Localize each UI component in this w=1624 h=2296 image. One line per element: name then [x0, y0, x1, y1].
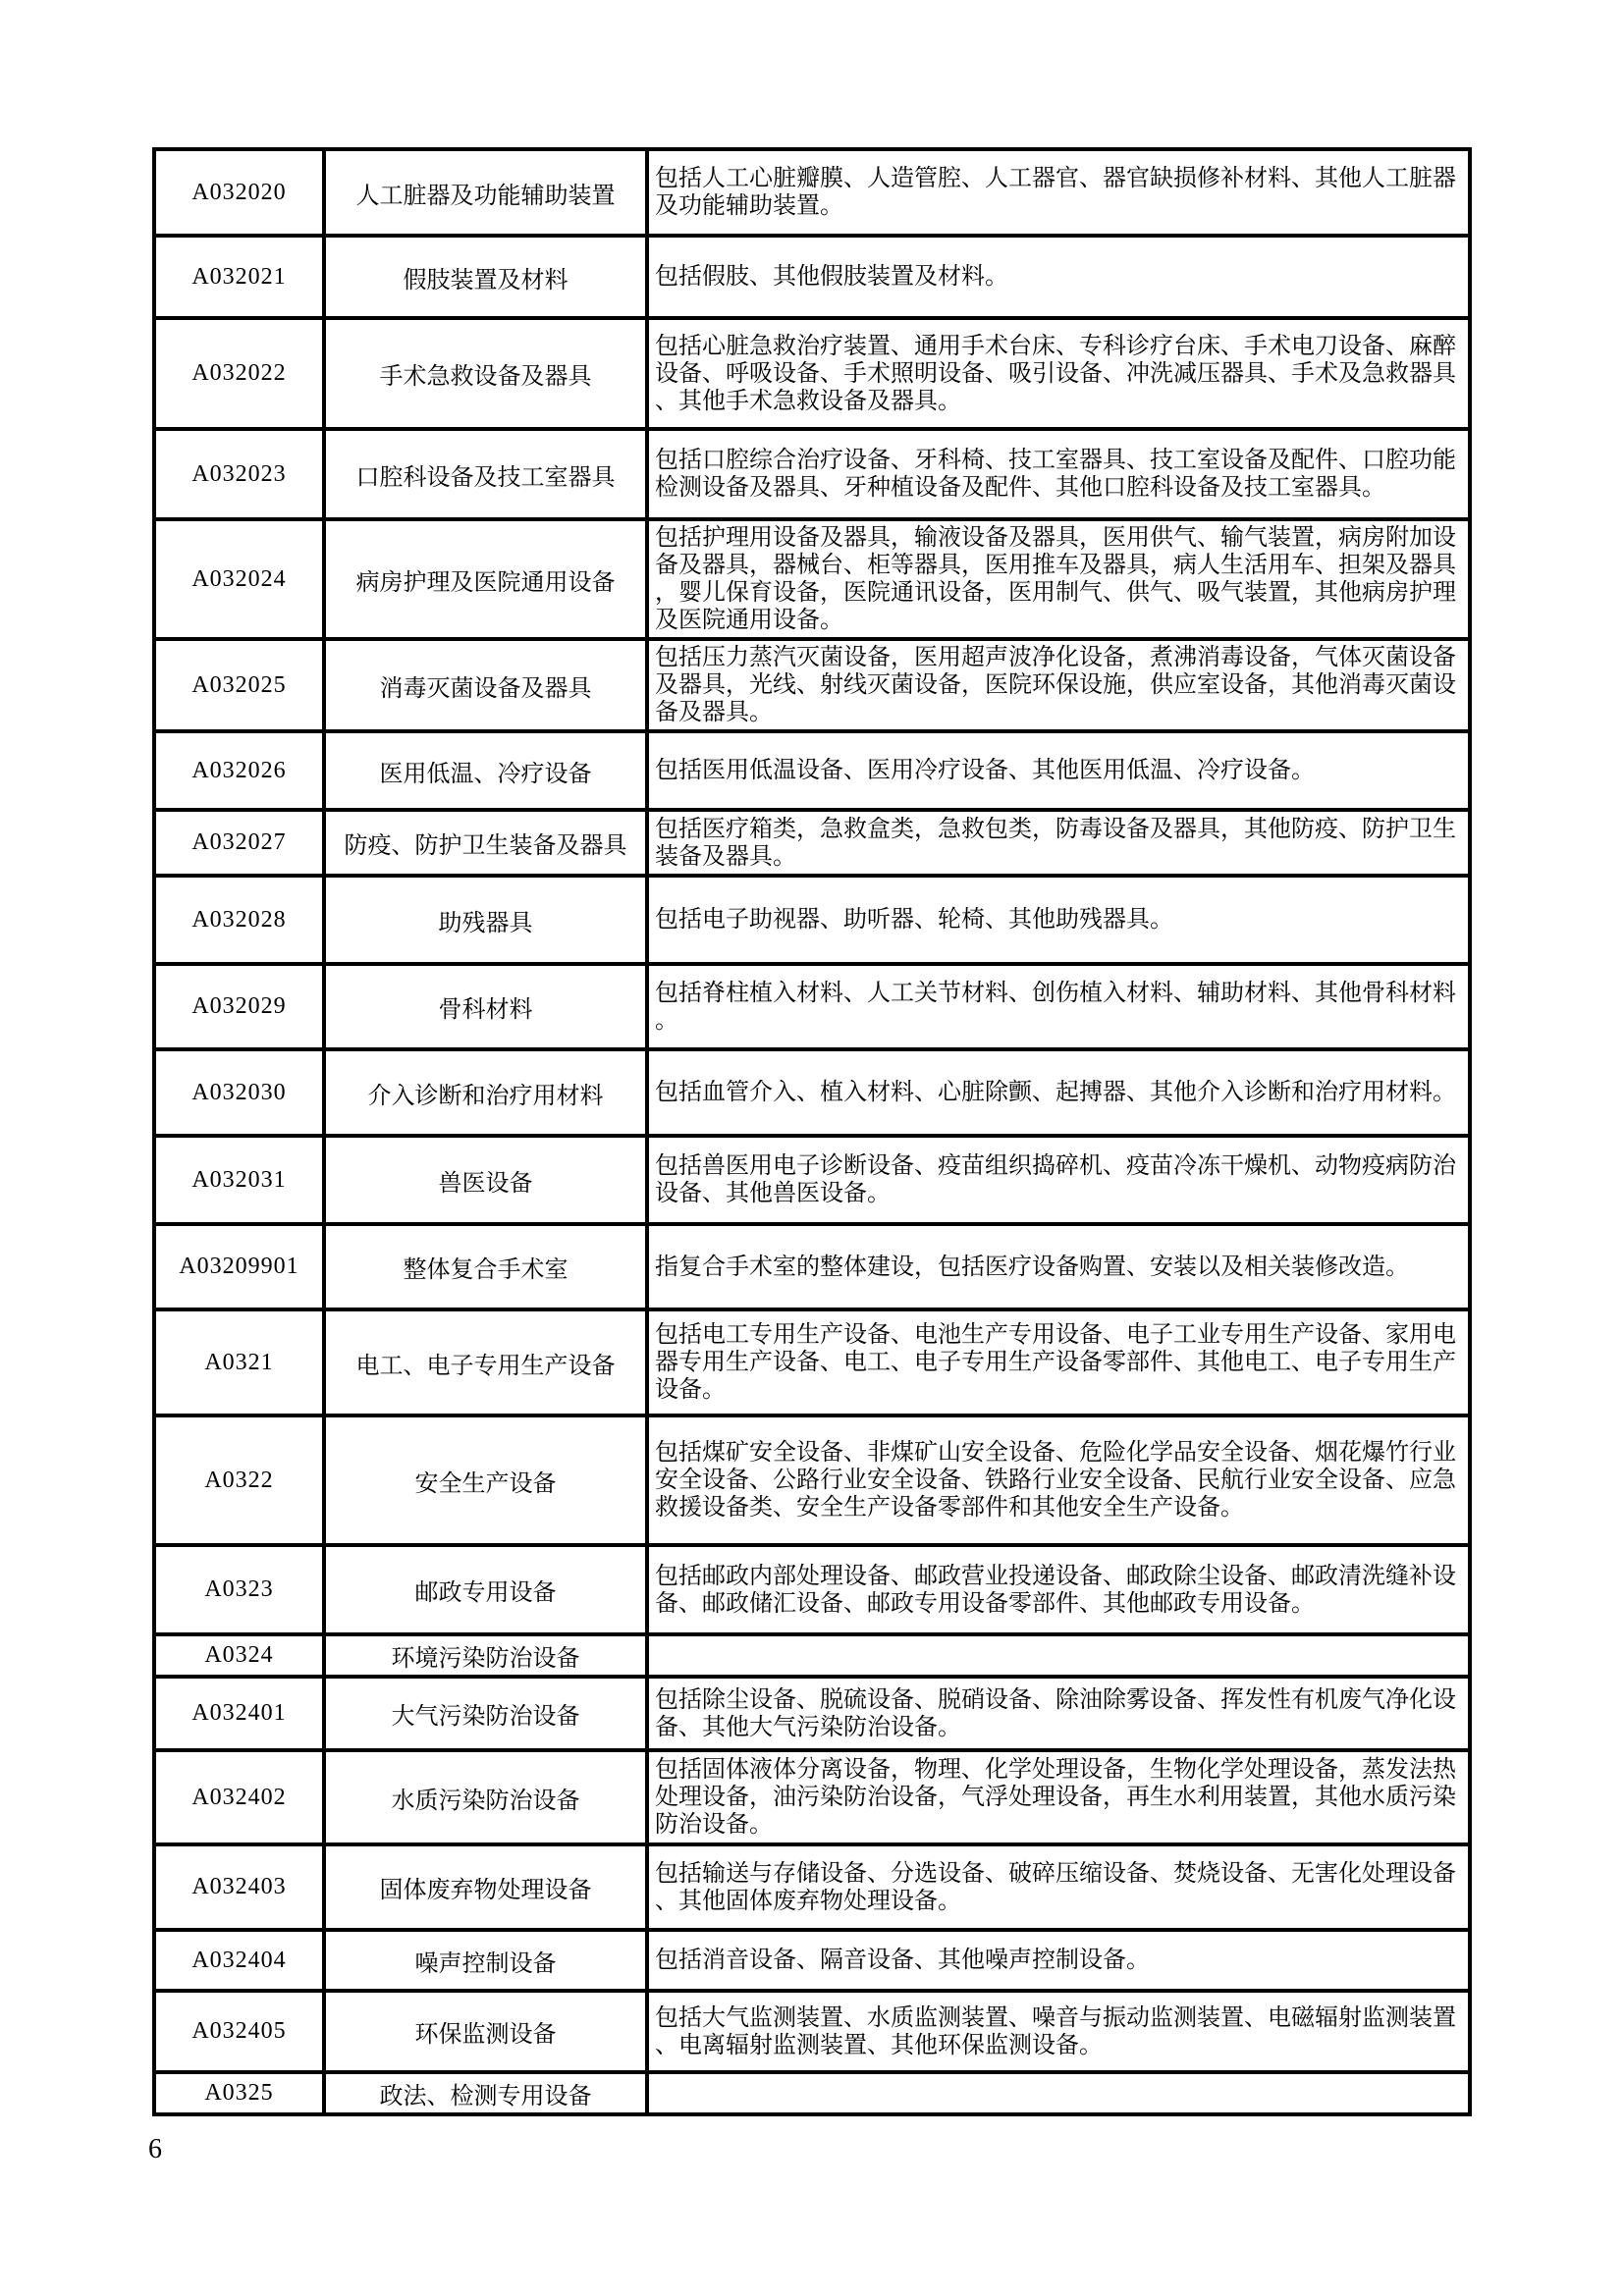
row-name: 医用低温、冷疗设备: [324, 731, 647, 810]
table-row: [154, 1136, 1470, 1224]
row-description: 包括医用低温设备、医用冷疗设备、其他医用低温、冷疗设备。: [647, 731, 1470, 810]
row-name: 水质污染防治设备: [324, 1750, 647, 1844]
row-description: 包括压力蒸汽灭菌设备，医用超声波净化设备，煮沸消毒设备，气体灭菌设备及器具，光线、射线灭菌设备，医院环保设施，供应室设备，其他消毒灭菌设备及器具。: [647, 639, 1470, 731]
row-code: A0322: [154, 1415, 324, 1545]
table-row: [154, 1844, 1470, 1930]
row-description: 指复合手术室的整体建设，包括医疗设备购置、安装以及相关装修改造。: [647, 1224, 1470, 1309]
row-description: 包括电子助视器、助听器、轮椅、其他助残器具。: [647, 876, 1470, 964]
row-description: [647, 2072, 1470, 2114]
row-name: 电工、电子专用生产设备: [324, 1309, 647, 1415]
row-code: A032027: [154, 810, 324, 876]
table-row: [154, 810, 1470, 876]
row-code: A032405: [154, 1991, 324, 2072]
row-name: 邮政专用设备: [324, 1545, 647, 1634]
row-code: A032029: [154, 964, 324, 1049]
row-code: A032023: [154, 429, 324, 519]
row-code: A032404: [154, 1930, 324, 1991]
row-code: A032024: [154, 519, 324, 639]
table-row: [154, 1545, 1470, 1634]
row-name: 环保监测设备: [324, 1991, 647, 2072]
row-code: A03209901: [154, 1224, 324, 1309]
row-description: 包括血管介入、植入材料、心脏除颤、起搏器、其他介入诊断和治疗用材料。: [647, 1049, 1470, 1136]
row-description: 包括输送与存储设备、分选设备、破碎压缩设备、焚烧设备、无害化处理设备、其他固体废弃物处理设备。: [647, 1844, 1470, 1930]
row-name: 消毒灭菌设备及器具: [324, 639, 647, 731]
table-row: [154, 1677, 1470, 1750]
table-row: [154, 1634, 1470, 1677]
row-name: 安全生产设备: [324, 1415, 647, 1545]
row-name: 助残器具: [324, 876, 647, 964]
row-code: A032025: [154, 639, 324, 731]
row-code: A0325: [154, 2072, 324, 2114]
row-name: 整体复合手术室: [324, 1224, 647, 1309]
row-code: A032403: [154, 1844, 324, 1930]
row-name: 兽医设备: [324, 1136, 647, 1224]
row-description: 包括消音设备、隔音设备、其他噪声控制设备。: [647, 1930, 1470, 1991]
row-description: 包括电工专用生产设备、电池生产专用设备、电子工业专用生产设备、家用电器专用生产设备、电工、电子专用生产设备零部件、其他电工、电子专用生产设备。: [647, 1309, 1470, 1415]
row-code: A032022: [154, 318, 324, 429]
table-row: [154, 731, 1470, 810]
table-row: [154, 2072, 1470, 2114]
row-name: 政法、检测专用设备: [324, 2072, 647, 2114]
row-description: 包括除尘设备、脱硫设备、脱硝设备、除油除雾设备、挥发性有机废气净化设备、其他大气污染防治设备。: [647, 1677, 1470, 1750]
classification-table: [152, 147, 1472, 2116]
table-row: [154, 1750, 1470, 1844]
page-number: 6: [148, 2134, 162, 2164]
row-name: 噪声控制设备: [324, 1930, 647, 1991]
row-description: 包括假肢、其他假肢装置及材料。: [647, 236, 1470, 318]
row-description: 包括护理用设备及器具，输液设备及器具，医用供气、输气装置，病房附加设备及器具，器械台、柜等器具，医用推车及器具，病人生活用车、担架及器具，婴儿保育设备，医院通讯设备，医用制气、供气、吸气装置，其他病房护理及医院通用设备。: [647, 519, 1470, 639]
table-row: [154, 429, 1470, 519]
row-code: A032030: [154, 1049, 324, 1136]
table-row: [154, 964, 1470, 1049]
row-description: 包括大气监测装置、水质监测装置、噪音与振动监测装置、电磁辐射监测装置、电离辐射监测装置、其他环保监测设备。: [647, 1991, 1470, 2072]
classification-table-body: [154, 149, 1470, 2114]
table-row: [154, 149, 1470, 236]
row-description: 包括人工心脏瓣膜、人造管腔、人工器官、器官缺损修补材料、其他人工脏器及功能辅助装置。: [647, 149, 1470, 236]
row-code: A032031: [154, 1136, 324, 1224]
row-code: A032026: [154, 731, 324, 810]
row-description: [647, 1634, 1470, 1677]
row-name: 口腔科设备及技工室器具: [324, 429, 647, 519]
table-row: [154, 236, 1470, 318]
row-code: A032401: [154, 1677, 324, 1750]
row-code: A0324: [154, 1634, 324, 1677]
row-code: A032021: [154, 236, 324, 318]
table-row: [154, 1930, 1470, 1991]
row-description: 包括煤矿安全设备、非煤矿山安全设备、危险化学品安全设备、烟花爆竹行业安全设备、公路行业安全设备、铁路行业安全设备、民航行业安全设备、应急救援设备类、安全生产设备零部件和其他安全生产设备。: [647, 1415, 1470, 1545]
row-description: 包括口腔综合治疗设备、牙科椅、技工室器具、技工室设备及配件、口腔功能检测设备及器具、牙种植设备及配件、其他口腔科设备及技工室器具。: [647, 429, 1470, 519]
table-row: [154, 876, 1470, 964]
table-row: [154, 1224, 1470, 1309]
row-code: A0321: [154, 1309, 324, 1415]
row-description: 包括邮政内部处理设备、邮政营业投递设备、邮政除尘设备、邮政清洗缝补设备、邮政储汇设备、邮政专用设备零部件、其他邮政专用设备。: [647, 1545, 1470, 1634]
row-description: 包括心脏急救治疗装置、通用手术台床、专科诊疗台床、手术电刀设备、麻醉设备、呼吸设备、手术照明设备、吸引设备、冲洗减压器具、手术及急救器具、其他手术急救设备及器具。: [647, 318, 1470, 429]
row-name: 介入诊断和治疗用材料: [324, 1049, 647, 1136]
row-code: A032028: [154, 876, 324, 964]
row-name: 假肢装置及材料: [324, 236, 647, 318]
row-name: 环境污染防治设备: [324, 1634, 647, 1677]
table-row: [154, 639, 1470, 731]
row-code: A0323: [154, 1545, 324, 1634]
row-description: 包括兽医用电子诊断设备、疫苗组织捣碎机、疫苗冷冻干燥机、动物疫病防治设备、其他兽医设备。: [647, 1136, 1470, 1224]
table-row: [154, 1991, 1470, 2072]
row-code: A032402: [154, 1750, 324, 1844]
table-row: [154, 318, 1470, 429]
row-name: 固体废弃物处理设备: [324, 1844, 647, 1930]
row-description: 包括固体液体分离设备，物理、化学处理设备，生物化学处理设备，蒸发法热处理设备，油污染防治设备，气浮处理设备，再生水利用装置，其他水质污染防治设备。: [647, 1750, 1470, 1844]
table-row: [154, 1049, 1470, 1136]
row-name: 病房护理及医院通用设备: [324, 519, 647, 639]
row-name: 骨科材料: [324, 964, 647, 1049]
row-name: 人工脏器及功能辅助装置: [324, 149, 647, 236]
row-description: 包括医疗箱类，急救盒类，急救包类，防毒设备及器具，其他防疫、防护卫生装备及器具。: [647, 810, 1470, 876]
table-row: [154, 519, 1470, 639]
row-name: 大气污染防治设备: [324, 1677, 647, 1750]
row-code: A032020: [154, 149, 324, 236]
row-name: 手术急救设备及器具: [324, 318, 647, 429]
row-description: 包括脊柱植入材料、人工关节材料、创伤植入材料、辅助材料、其他骨科材料。: [647, 964, 1470, 1049]
row-name: 防疫、防护卫生装备及器具: [324, 810, 647, 876]
table-row: [154, 1415, 1470, 1545]
table-row: [154, 1309, 1470, 1415]
